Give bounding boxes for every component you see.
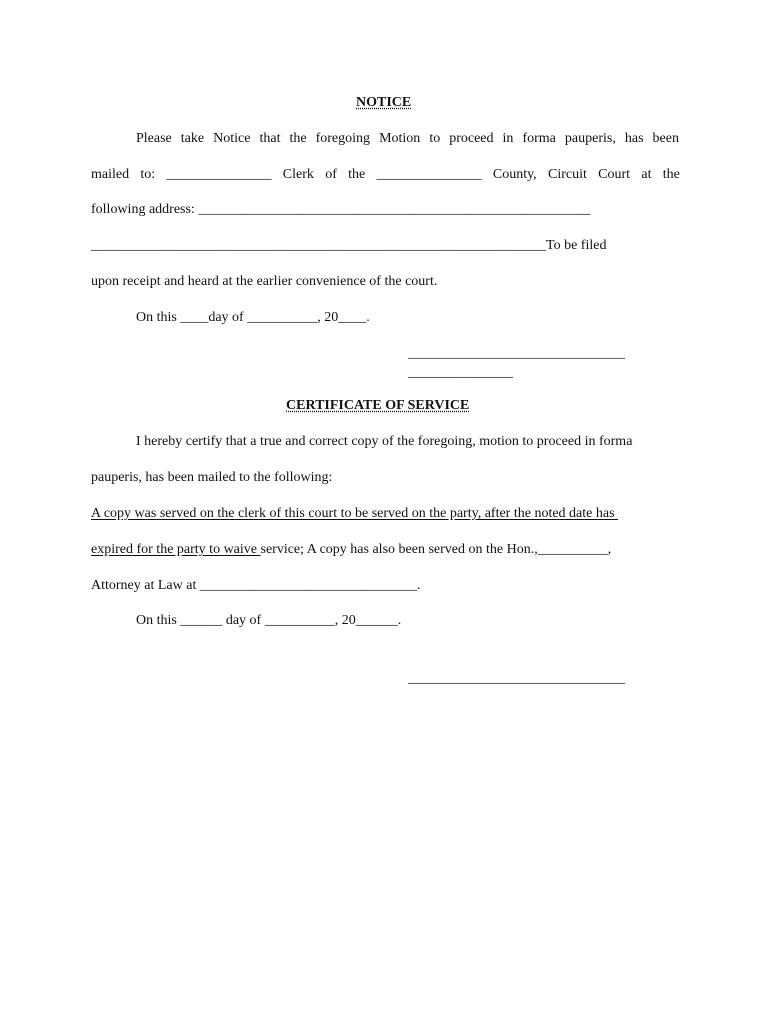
notice-date-line: On this ____day of __________, 20____. [136, 310, 370, 325]
certificate-line-4-text: service; A copy has also been served on the Hon., [260, 542, 538, 557]
notice-line-2-word: the [662, 167, 680, 182]
notice-line-2-word: _______________ [376, 167, 482, 182]
notice-line-1-word: proceed [449, 131, 494, 146]
notice-line-2-word: the [348, 167, 366, 182]
notice-signature-line: _______________________________ [408, 346, 625, 361]
to-be-filed-text: To be filed [546, 238, 607, 253]
notice-line-1-word: in [502, 131, 514, 146]
notice-line-2-word: to: [140, 167, 156, 182]
certificate-line-3: A copy was served on the clerk of this court to be served on the party, after the noted date has [91, 506, 619, 521]
hon-name-blank: __________, [537, 542, 612, 557]
notice-line-1-word: that [259, 131, 281, 146]
certificate-date-line: On this ______ day of __________, 20______. [136, 613, 402, 628]
notice-line-1-word: Please [136, 131, 172, 146]
notice-paragraph-line-5: upon receipt and heard at the earlier convenience of the court. [91, 274, 438, 289]
notice-line-1-word: pauperis, [564, 131, 616, 146]
notice-line-1-word: Motion [379, 131, 421, 146]
certificate-line-5: Attorney at Law at _______________________________. [91, 578, 421, 593]
notice-line-1-word: has [624, 131, 644, 146]
address-blank: _________________________________________________________________ [91, 238, 546, 253]
notice-line-2-word: of [325, 167, 337, 182]
certificate-signature-line: _______________________________ [408, 671, 625, 686]
certificate-line-1: I hereby certify that a true and correct copy of the foregoing, motion to proceed in forma [136, 434, 633, 449]
certificate-line-4-underlined: expired for the party to waive [91, 542, 261, 557]
notice-line-1-word: to [429, 131, 441, 146]
notice-line-1-word: take [180, 131, 205, 146]
notice-line-1-word: the [289, 131, 307, 146]
notice-paragraph-line-1 [91, 130, 679, 148]
notice-signature-line-2: _______________ [408, 365, 513, 380]
notice-paragraph-line-2 [91, 166, 680, 184]
certificate-line-4 [91, 541, 611, 559]
notice-line-2-word: Clerk [282, 167, 314, 182]
notice-paragraph-line-3: following address: ________________________________________________________ [91, 202, 591, 217]
notice-line-2-word: County, [492, 167, 537, 182]
notice-paragraph-line-4 [91, 237, 606, 255]
certificate-line-2: pauperis, has been mailed to the following: [91, 470, 333, 485]
notice-line-2-word: at [641, 167, 652, 182]
notice-line-1-word: foregoing [315, 131, 371, 146]
notice-line-2-word: Circuit [547, 167, 587, 182]
certificate-title: CERTIFICATE OF SERVICE [286, 398, 470, 413]
notice-line-2-word: mailed [91, 167, 130, 182]
notice-line-1-word: forma [522, 131, 556, 146]
notice-line-1-word: been [652, 131, 679, 146]
notice-title: NOTICE [356, 95, 412, 110]
notice-line-1-word: Notice [213, 131, 251, 146]
notice-line-2-word: _______________ [166, 167, 272, 182]
notice-line-2-word: Court [598, 167, 631, 182]
